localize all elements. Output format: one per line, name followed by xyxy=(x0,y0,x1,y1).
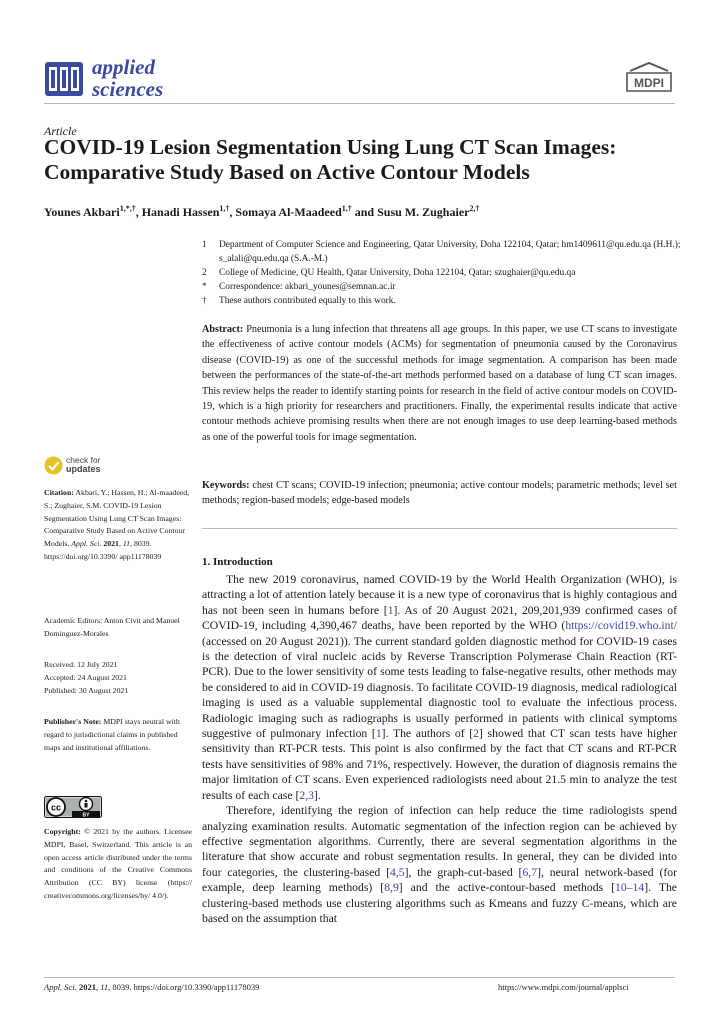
accepted-date: Accepted: 24 August 2021 xyxy=(44,672,127,682)
citation-link[interactable]: 8,9 xyxy=(384,881,399,895)
author-name: Susu M. Zughaier xyxy=(377,205,470,219)
citation-link[interactable]: 2 xyxy=(473,727,479,741)
text-run: ]. As of 20 August 2021, 209,201,939 confirmed cases of COVID-19, including 4,390,467 deaths, have been reported by the WHO ( xyxy=(202,603,678,633)
citation-link[interactable]: 2,3 xyxy=(299,788,314,802)
affiliation-marker: 1 xyxy=(202,240,207,250)
text-run: The new 2019 coronavirus, named COVID-19 by the World Health Organization (WHO), is attracting a lot of attention lately because it is a new type of coronavirus that is highly contagious and has not been seen in humans before [ xyxy=(202,573,677,617)
keywords xyxy=(202,478,677,509)
abstract xyxy=(202,322,677,445)
citation-doi: , 8039. https://doi.org/10.3390/ app11178039 xyxy=(44,539,162,561)
check-updates-line2: updates xyxy=(66,464,101,474)
published-date: Published: 30 August 2021 xyxy=(44,685,129,695)
copyright-text: © 2021 by the authors. Licensee MDPI, Basel, Switzerland. This article is an open access article distributed under the terms and conditions of the Creative Commons Attribution (CC BY) license (https:// creativecommons.org/licenses/by/ 4.0/). xyxy=(44,827,192,900)
section-heading: 1. Introduction xyxy=(202,556,273,568)
author-list xyxy=(44,204,684,220)
external-link[interactable]: https://covid19.who.int/ xyxy=(565,619,677,633)
author-separator: , xyxy=(135,205,142,219)
check-updates-text xyxy=(66,456,101,474)
author-affiliation-marker: 1,† xyxy=(341,204,352,213)
citation-year: 2021 xyxy=(103,539,119,549)
footer-volume: 11 xyxy=(100,982,109,992)
text-run: ], the graph-cut-based [ xyxy=(404,865,523,879)
citation-journal: Appl. Sci. xyxy=(71,539,102,549)
citation-label: Citation: xyxy=(44,488,74,497)
journal-name-line2: sciences xyxy=(92,77,164,101)
abstract-label: Abstract: xyxy=(202,324,244,335)
journal-emblem-icon xyxy=(44,60,84,98)
header-divider xyxy=(44,103,675,104)
keywords-label: Keywords: xyxy=(202,480,250,491)
journal-logo xyxy=(44,56,194,102)
citation-link[interactable]: 10–14 xyxy=(615,881,645,895)
copyright-notice xyxy=(44,826,192,903)
check-updates-icon xyxy=(44,456,63,475)
author-name: Somaya Al-Maadeed xyxy=(235,205,342,219)
affiliation-marker: † xyxy=(202,296,207,306)
text-run: ] showed that CT scan tests have higher sensitivity than RT-PCR tests. This point is also confirmed by the fact that CT scans and RT-PCR tests have sensitivities of 98% and 71%, respectively. However, the duration of diagnosis remains the major limitation of CT scans. Even experienced radiologists need about 21.5 min to analyze the test results of each case [ xyxy=(202,727,677,802)
equal-contribution-note: These authors contributed equally to this work. xyxy=(219,296,396,306)
affiliation-item xyxy=(202,238,682,266)
publisher-note-text: MDPI stays neutral with regard to jurisdictional claims in published maps and institutional affiliations. xyxy=(44,717,180,752)
text-run: (accessed on 20 August 2021)). The current standard golden diagnostic method for COVID-19 cases is the detection of viral nucleic acids by Reverse Transcription Polymerase Chain Reaction (RT-PCR). Due to the lower sensitivity of some tests leading to false-negative results, other methods may be considered to aid in COVID-19 diagnosis. To facilitate COVID-19 diagnosis, medical radiological imaging is used as a valuable supplemental diagnostic tool to evaluate the infectious process. Radiologic imaging such as radiographs is usually performed in patients with clinical symptoms suggestive of pulmonary infection [ xyxy=(202,634,677,741)
text-run: ]. The clustering-based methods use clustering algorithms such as Kmeans and fuzzy C-means, which are based on the assumption that xyxy=(202,881,677,925)
abstract-text: Pneumonia is a lung infection that threatens all age groups. In this paper, we use CT scans to investigate the effectiveness of active contour models (ACMs) for segmentation of pneumonia caused by the Coronavirus disease (COVID-19) as one of the successful methods for image segmentation. A comparison has been made between the performances of the state-of-the-art methods performed based on a database of lung CT scan images. This review helps the reader to identify starting points for research in the field of active contour models on COVID-19, which is a high priority for researchers and practitioners. Finally, the experimental results indicate that active contour methods achieve promising results when there are not enough images to use deep learning-based methods as one of the powerful tools for image segmentation. xyxy=(202,324,677,443)
footer-year: 2021 xyxy=(78,982,96,992)
publisher-note xyxy=(44,716,192,754)
cc-by-text: BY xyxy=(82,812,90,818)
mdpi-logo xyxy=(624,62,674,94)
keywords-text: chest CT scans; COVID-19 infection; pneumonia; active contour models; parametric methods; level set methods; region-based models; edge-based models xyxy=(202,480,677,507)
citation-link[interactable]: 4,5 xyxy=(389,865,405,879)
affiliation-item xyxy=(202,294,682,308)
citation-block: Citation: Akbari, Y.; Hassen, H.; Al-maadeed, S.; Zughaier, S.M. COVID-19 Lesion Segmentation Using Lung CT Scan Images: Comparative Study Based on Active Contour Models. Appl. Sci. 2021, 11, 8039. https://doi.org/10.3390/ app11178039 xyxy=(44,488,190,561)
affiliation-text: Department of Computer Science and Engineering, Qatar University, Doha 122104, Qatar; hm1409611@qu.edu.qa (H.H.); s_alali@qu.edu.qa (S.A.-M.) xyxy=(219,240,681,264)
publisher-note-label: Publisher's Note: xyxy=(44,717,102,726)
footer-divider xyxy=(44,977,675,978)
author-separator: and xyxy=(351,205,378,219)
cc-by-license-icon[interactable] xyxy=(44,796,102,818)
affiliation-marker: 2 xyxy=(202,268,207,278)
introduction-body xyxy=(202,572,677,926)
affiliation-marker: * xyxy=(202,282,207,292)
affiliations xyxy=(202,238,682,308)
text-run: ]. xyxy=(313,788,321,802)
article-type: Article xyxy=(44,124,77,138)
body-paragraph xyxy=(202,803,677,926)
copyright-label: Copyright: xyxy=(44,827,81,836)
footer-journal: Appl. Sci. xyxy=(44,982,77,992)
text-run: Therefore, identifying the region of infection can help reduce the time radiologists spend analyzing examination results. Automatic segmentation of the infection region can be achieved by effective segmentation algorithms. Currently, there are several segmentation algorithms in the literature that show accurate and robust segmentation results. In general, they can be divided into four categories, the clustering-based [ xyxy=(202,804,677,879)
cc-text: cc xyxy=(50,802,62,813)
author-affiliation-marker: 1,*,† xyxy=(119,204,136,213)
affiliation-text: College of Medicine, QU Health, Qatar University, Doha 122104, Qatar; szughaier@qu.edu.qa xyxy=(219,268,576,278)
check-for-updates-badge[interactable] xyxy=(44,456,154,478)
text-run: ]. The authors of [ xyxy=(381,727,474,741)
author-affiliation-marker: 1,† xyxy=(219,204,230,213)
author-affiliation-marker: 2,† xyxy=(469,204,480,213)
mdpi-logo-text: MDPI xyxy=(634,76,664,90)
footer-citation: Appl. Sci. 2021, 11, 8039. https://doi.org/10.3390/app11178039 xyxy=(44,982,260,992)
author-name: Hanadi Hassen xyxy=(141,205,220,219)
affiliation-item xyxy=(202,266,682,280)
citation-text: Akbari, Y.; Hassen, H.; Al-maadeed, S.; Zughaier, S.M. COVID-19 Lesion Segmentation Using Lung CT Scan Images: Comparative Study Based on Active Contour Models. xyxy=(44,488,190,549)
text-run: ] and the active-contour-based methods [ xyxy=(398,881,616,895)
article-title: COVID-19 Lesion Segmentation Using Lung CT Scan Images: Comparative Study Based on Active Contour Models xyxy=(44,135,617,184)
citation-link[interactable]: 1 xyxy=(387,603,394,617)
journal-name xyxy=(92,56,163,100)
academic-editors: Academic Editors: Anton Civit and Manuel Dominguez-Morales xyxy=(44,616,180,638)
author-separator: , xyxy=(229,205,236,219)
affiliation-item xyxy=(202,280,682,294)
journal-name-line1: applied xyxy=(92,55,155,79)
footer-journal-url[interactable]: https://www.mdpi.com/journal/applsci xyxy=(498,982,629,992)
author-name: Younes Akbari xyxy=(44,205,120,219)
citation-volume: 11 xyxy=(122,539,131,549)
received-date: Received: 12 July 2021 xyxy=(44,660,118,669)
footer-doi: , 8039. https://doi.org/10.3390/app11178039 xyxy=(108,982,260,992)
body-paragraph xyxy=(202,572,677,803)
correspondence-text: Correspondence: akbari_younes@semnan.ac.ir xyxy=(219,282,396,292)
publication-dates xyxy=(44,659,192,697)
check-updates-line1: check for xyxy=(66,455,101,465)
text-run: ], neural network-based (for example, deep learning methods) [ xyxy=(202,865,677,895)
citation-link[interactable]: 1 xyxy=(375,727,382,741)
section-divider xyxy=(202,528,677,529)
citation-link[interactable]: 6,7 xyxy=(522,865,538,879)
